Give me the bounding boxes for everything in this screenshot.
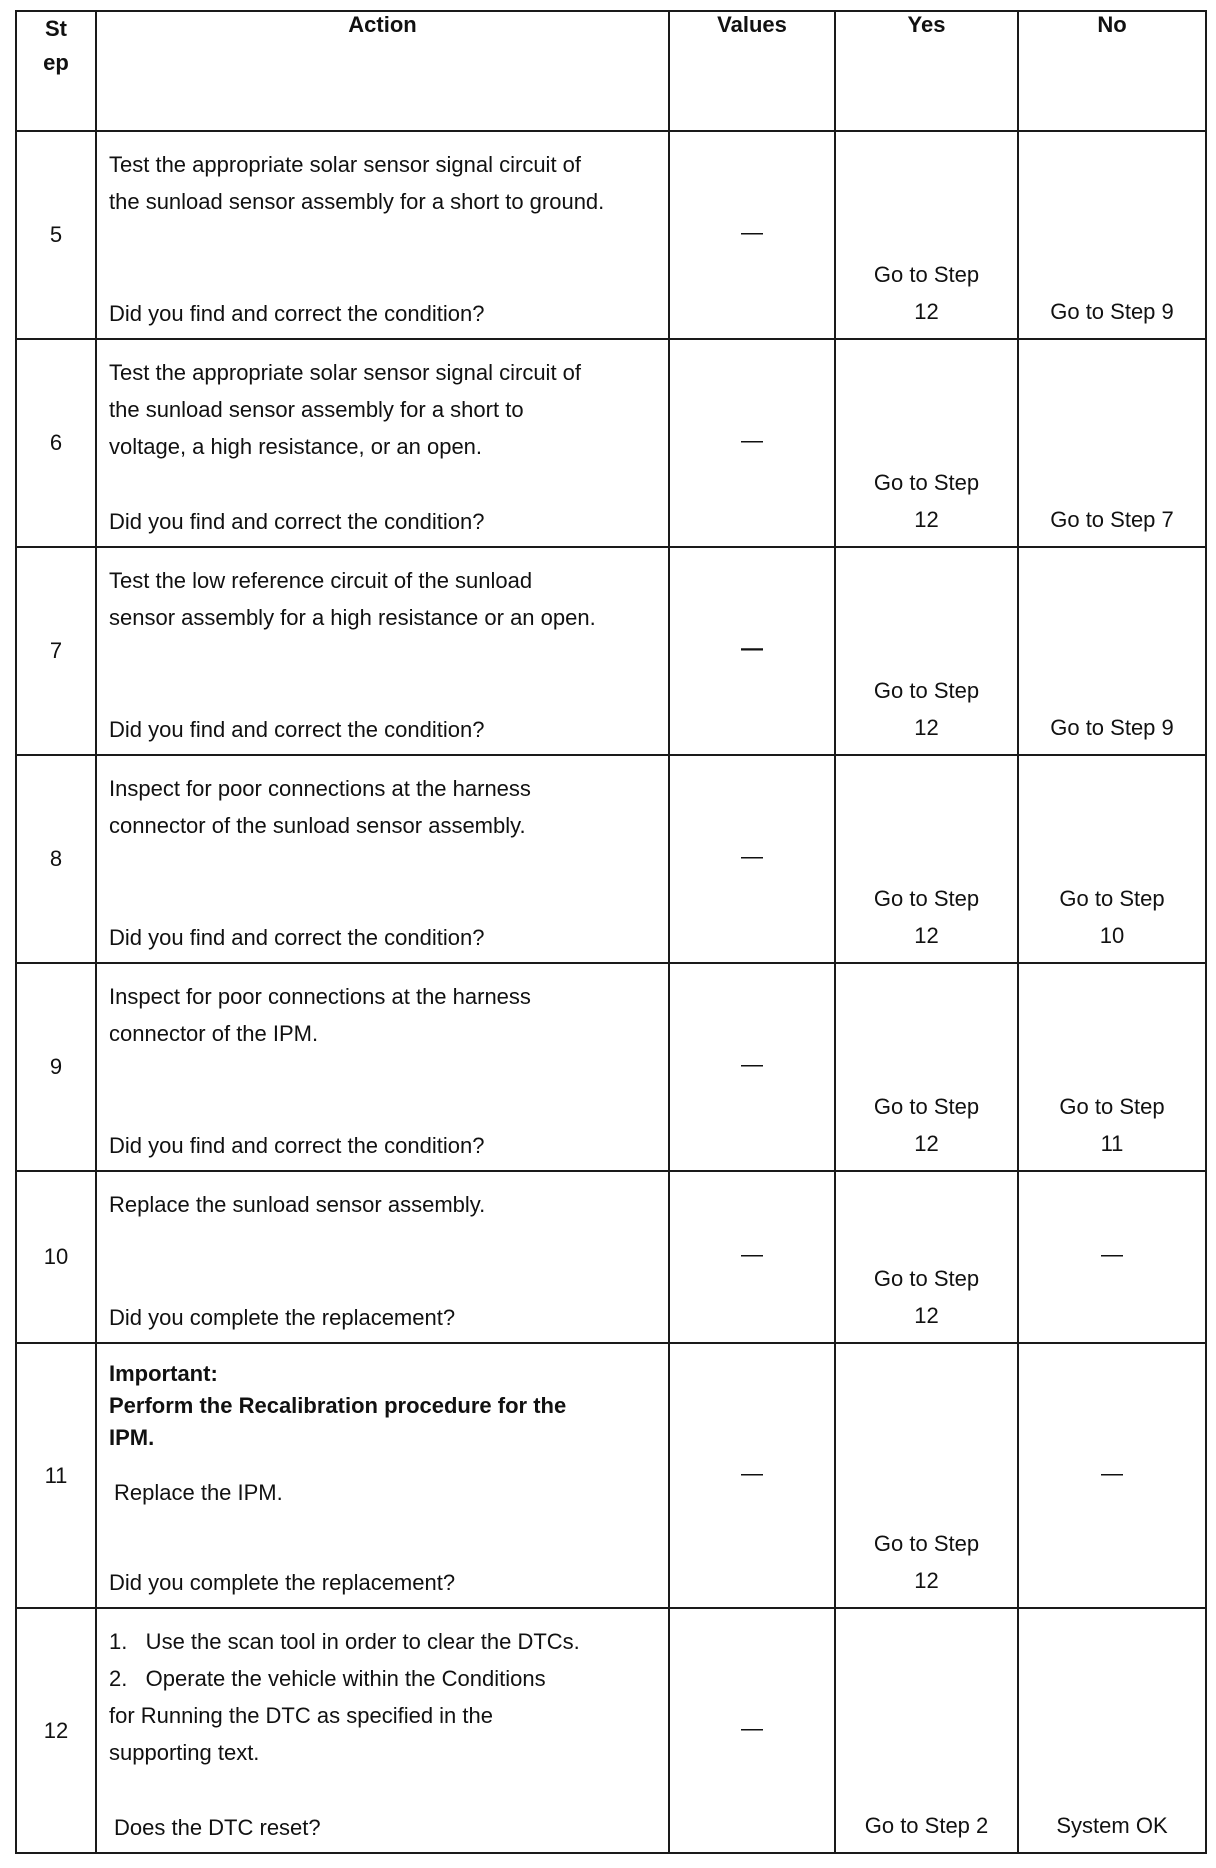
- header-step: [16, 11, 96, 131]
- list-item: for Running the DTC as specified in the: [109, 1703, 493, 1728]
- action-question: Did you complete the replacement?: [109, 1305, 456, 1330]
- action-text: connector of the IPM.: [109, 1021, 319, 1046]
- step-cell: 8: [16, 755, 96, 963]
- action-cell: [96, 1343, 669, 1608]
- important-text: IPM.: [109, 1425, 155, 1450]
- yes-cell: Go to Step 12: [835, 339, 1018, 547]
- yes-cell: Go to Step 12: [835, 963, 1018, 1171]
- values-cell: —: [669, 1343, 835, 1608]
- yes-cell: Go to Step 12: [835, 755, 1018, 963]
- header-action: Action: [96, 11, 669, 131]
- step-cell: 6: [16, 339, 96, 547]
- action-question: Did you find and correct the condition?: [109, 1133, 485, 1158]
- step-cell: 10: [16, 1171, 96, 1343]
- no-cell: Go to Step 10: [1018, 755, 1206, 963]
- table-row: [16, 339, 1206, 547]
- action-text: Test the appropriate solar sensor signal circuit of: [109, 152, 582, 177]
- header-values: Values: [669, 11, 835, 131]
- header-step-line2: ep: [43, 50, 69, 75]
- table-row: [16, 963, 1206, 1171]
- values-cell: —: [669, 547, 835, 755]
- action-text: Test the low reference circuit of the sunload: [109, 568, 533, 593]
- action-question: Did you find and correct the condition?: [109, 301, 485, 326]
- header-no: No: [1018, 11, 1206, 131]
- no-cell: Go to Step 11: [1018, 963, 1206, 1171]
- no-cell: Go to Step 7: [1018, 339, 1206, 547]
- step-cell: 12: [16, 1608, 96, 1853]
- yes-cell: Go to Step 12: [835, 547, 1018, 755]
- action-text: sensor assembly for a high resistance or an open.: [109, 605, 596, 630]
- yes-cell: Go to Step 2: [835, 1608, 1018, 1853]
- action-question: Did you complete the replacement?: [109, 1570, 456, 1595]
- step-cell: 11: [16, 1343, 96, 1608]
- step-cell: 9: [16, 963, 96, 1171]
- action-text: Test the appropriate solar sensor signal circuit of: [109, 360, 582, 385]
- no-cell: Go to Step 9: [1018, 547, 1206, 755]
- action-cell: [96, 339, 669, 547]
- action-text: Replace the sunload sensor assembly.: [109, 1192, 486, 1217]
- important-text: Perform the Recalibration procedure for the: [109, 1393, 567, 1418]
- action-cell: [96, 547, 669, 755]
- no-cell: System OK: [1018, 1608, 1206, 1853]
- table-row: [16, 1343, 1206, 1608]
- table-row: [16, 547, 1206, 755]
- table-header-row: [16, 11, 1206, 131]
- no-cell: Go to Step 9: [1018, 131, 1206, 339]
- action-cell: [96, 1608, 669, 1853]
- table-row: [16, 1171, 1206, 1343]
- diagnostic-table: [15, 10, 1207, 1854]
- values-cell: —: [669, 1171, 835, 1343]
- action-cell: [96, 755, 669, 963]
- header-step-line1: St: [45, 16, 67, 41]
- yes-cell: Go to Step 12: [835, 1171, 1018, 1343]
- values-cell: —: [669, 755, 835, 963]
- values-cell: —: [669, 1608, 835, 1853]
- action-text: the sunload sensor assembly for a short to ground.: [109, 189, 605, 214]
- no-cell: —: [1018, 1171, 1206, 1343]
- yes-cell: Go to Step 12: [835, 131, 1018, 339]
- action-cell: [96, 1171, 669, 1343]
- action-question: Did you find and correct the condition?: [109, 925, 485, 950]
- action-cell: [96, 963, 669, 1171]
- action-question: Did you find and correct the condition?: [109, 717, 485, 742]
- list-item: supporting text.: [109, 1740, 260, 1765]
- action-text: voltage, a high resistance, or an open.: [109, 434, 483, 459]
- action-question: Did you find and correct the condition?: [109, 509, 485, 534]
- values-cell: —: [669, 131, 835, 339]
- table-row: [16, 1608, 1206, 1853]
- action-cell: [96, 131, 669, 339]
- table-row: [16, 131, 1206, 339]
- list-item: 2. Operate the vehicle within the Conditions: [109, 1666, 546, 1691]
- action-text: Inspect for poor connections at the harness: [109, 984, 531, 1009]
- action-text: connector of the sunload sensor assembly.: [109, 813, 526, 838]
- step-cell: 5: [16, 131, 96, 339]
- action-text: Inspect for poor connections at the harness: [109, 776, 531, 801]
- action-text: Replace the IPM.: [114, 1480, 283, 1505]
- no-cell: —: [1018, 1343, 1206, 1608]
- values-cell: —: [669, 339, 835, 547]
- step-cell: 7: [16, 547, 96, 755]
- action-text: the sunload sensor assembly for a short to: [109, 397, 524, 422]
- action-question: Does the DTC reset?: [114, 1815, 321, 1840]
- important-label: Important:: [109, 1361, 218, 1386]
- table-row: [16, 755, 1206, 963]
- header-yes: Yes: [835, 11, 1018, 131]
- yes-cell: Go to Step 12: [835, 1343, 1018, 1608]
- values-cell: —: [669, 963, 835, 1171]
- list-item: 1. Use the scan tool in order to clear the DTCs.: [109, 1629, 580, 1654]
